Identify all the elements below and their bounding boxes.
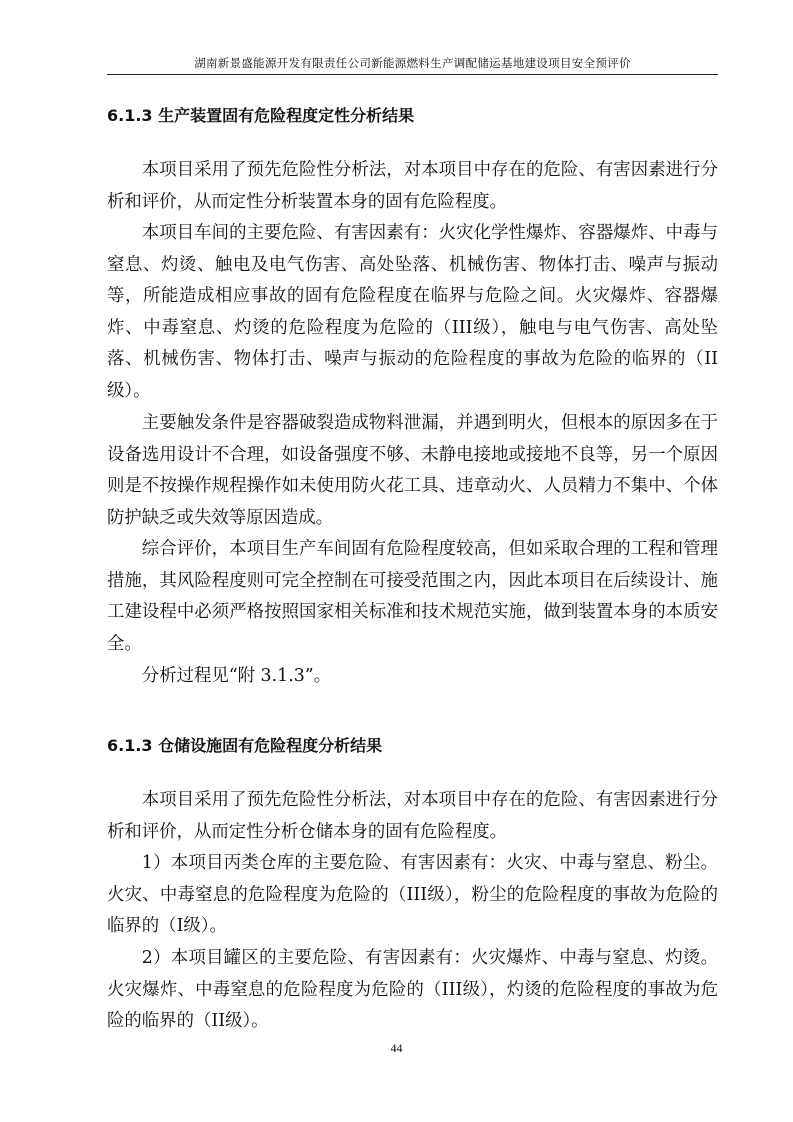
paragraph: 本项目采用了预先危险性分析法，对本项目中存在的危险、有害因素进行分析和评价，从而定性分析装置本身的固有危险程度。 xyxy=(107,160,718,212)
section-heading-storage: 6.1.3 仓储设施固有危险程度分析结果 xyxy=(107,736,383,755)
paragraph: 主要触发条件是容器破裂造成物料泄漏，并遇到明火，但根本的原因多在于设备选用设计不合理，如设备强度不够、未静电接地或接地不良等，另一个原因则是不按操作规程操作如未使用防火花工具、违章动火、人员精力不集中、个体防护缺乏或失效等原因造成。 xyxy=(107,413,718,528)
paragraph: 本项目采用了预先危险性分析法，对本项目中存在的危险、有害因素进行分析和评价，从而定性分析仓储本身的固有危险程度。 xyxy=(107,790,718,842)
header-divider xyxy=(107,74,718,75)
paragraph: 2）本项目罐区的主要危险、有害因素有：火灾爆炸、中毒与窒息、灼烫。火灾爆炸、中毒窒息的危险程度为危险的（III级），灼烫的危险程度的事故为危险的临界的（II级）。 xyxy=(107,948,718,1032)
paragraph: 分析过程见“附 3.1.3”。 xyxy=(141,666,332,686)
page-number: 44 xyxy=(390,1041,403,1055)
paragraph: 1）本项目丙类仓库的主要危险、有害因素有：火灾、中毒与窒息、粉尘。火灾、中毒窒息的危险程度为危险的（III级），粉尘的危险程度的事故为危险的临界的（I级）。 xyxy=(107,853,718,937)
running-header: 湖南新景盛能源开发有限责任公司新能源燃料生产调配储运基地建设项目安全预评价 xyxy=(194,56,631,70)
section-heading-production: 6.1.3 生产装置固有危险程度定性分析结果 xyxy=(107,106,415,125)
paragraph: 本项目车间的主要危险、有害因素有：火灾化学性爆炸、容器爆炸、中毒与窒息、灼烫、触电及电气伤害、高处坠落、机械伤害、物体打击、噪声与振动等，所能造成相应事故的固有危险程度在临界与危险之间。火灾爆炸、容器爆炸、中毒窒息、灼烫的危险程度为危险的（III级），触电与电气伤害、高处坠落、机械伤害、物体打击、噪声与振动的危险程度的事故为危险的临界的（II级）。 xyxy=(107,223,718,401)
paragraph: 综合评价，本项目生产车间固有危险程度较高，但如采取合理的工程和管理措施，其风险程度则可完全控制在可接受范围之内，因此本项目在后续设计、施工建设程中必须严格按照国家相关标准和技术规范实施，做到装置本身的本质安全。 xyxy=(107,539,718,654)
